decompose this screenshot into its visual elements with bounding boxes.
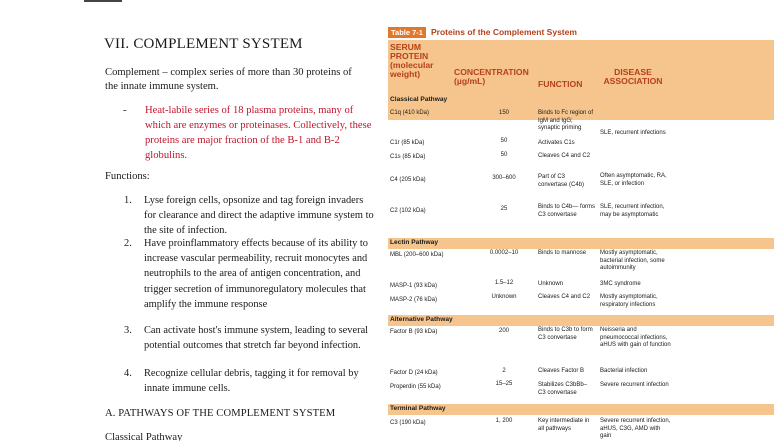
intro-paragraph: Complement – complex series of more than 30 proteins of the innate immune system. (105, 67, 352, 92)
header-disease: DISEASE ASSOCIATION (603, 67, 663, 86)
section-label: Alternative Pathway (390, 316, 453, 323)
function-text: Recognize cellular debris, tagging it for removal by innate immune cells. (144, 368, 359, 395)
cell-concentration: 50 (500, 138, 508, 144)
complement-table (388, 26, 784, 441)
cell-function: Binds to C4b— forms C3 convertase (538, 204, 596, 218)
cell-protein: C1r (85 kDa) (390, 140, 425, 146)
cell-disease: Mostly asymptomatic, respiratory infections (600, 294, 658, 308)
table-header (388, 40, 774, 120)
section-bar (388, 238, 774, 249)
pathways-heading: A. PATHWAYS OF THE COMPLEMENT SYSTEM (105, 408, 336, 419)
header-concentration: CONCENTRATION (µg/mL) (454, 67, 529, 86)
classical-pathway-heading: Classical Pathway (105, 432, 183, 441)
table-badge: Table 7-1 (388, 27, 426, 38)
cell-protein: Factor D (24 kDa) (390, 370, 438, 376)
section-bar (388, 95, 774, 106)
cell-disease: SLE, recurrent infection, may be asymptomatic (600, 204, 665, 218)
table-title: Proteins of the Complement System (430, 27, 577, 37)
cell-concentration: 2 (502, 368, 506, 374)
cell-function: Activates C1s (538, 140, 575, 146)
notes-column (0, 0, 380, 441)
section-bar (388, 404, 774, 415)
cell-concentration: 1, 200 (495, 418, 513, 424)
cell-protein: C3 (190 kDa) (390, 420, 426, 426)
cell-protein: MBL (200–600 kDa) (390, 252, 444, 258)
cell-function: Key intermediate in all pathways (538, 418, 590, 432)
section-label: Terminal Pathway (390, 405, 446, 412)
cell-function: Cleaves C4 and C2 (538, 294, 591, 300)
cell-protein: MASP-1 (93 kDa) (390, 283, 438, 289)
section-bar (388, 315, 774, 326)
cell-protein: Properdin (55 kDa) (390, 384, 441, 390)
cell-concentration: 50 (500, 152, 508, 158)
bullet-dash: - (123, 104, 127, 116)
table-title-row (388, 26, 577, 38)
cell-disease: Severe recurrent infection, aHUS, C3G, AMD with gain (600, 418, 671, 439)
cell-function: Binds to C3b to form C3 convertase (538, 327, 593, 341)
cell-function: Part of C3 convertase (C4b) (538, 174, 585, 188)
cell-disease: Neisseria and pneumococcal infections, aHUS with gain of function (600, 327, 671, 348)
cell-disease: Often asymptomatic, RA, SLE, or infection (600, 173, 667, 187)
cell-protein: C2 (102 kDa) (390, 208, 426, 214)
cell-concentration: 0.0002–10 (489, 250, 519, 256)
cell-disease: Mostly asymptomatic, bacterial infection, some autoimmunity (600, 250, 665, 271)
function-text: Have proinflammatory effects because of its ability to increase vascular permeability, recruit monocytes and neutrophils to the area of antigen concentration, and trigger secretion of immunoregulatory molecules that amplify the immune response (144, 238, 368, 310)
cell-protein: C4 (205 kDa) (390, 177, 426, 183)
cell-concentration: 200 (498, 328, 509, 334)
cell-function: Binds to Fc region of IgM and IgG; synaptic priming (538, 110, 594, 131)
cell-function: Cleaves Factor B (538, 368, 585, 374)
cell-concentration: 1.5–12 (494, 280, 514, 286)
function-number: 2. (124, 238, 132, 249)
cell-function: Stabilizes C3bBb– C3 convertase (538, 382, 588, 396)
cell-concentration: 300–600 (492, 175, 516, 181)
highlighted-bullet: Heat-labile series of 18 plasma proteins, many of which are enzymes or proteinases. Collectively, these proteins are major fraction of the B-1 and B-2 globulins. (145, 105, 372, 161)
section-label: Classical Pathway (390, 96, 448, 103)
cell-disease: 3MC syndrome (600, 281, 641, 287)
function-number: 3. (124, 325, 132, 336)
cell-concentration: 150 (498, 110, 509, 116)
cell-disease: SLE, recurrent infections (600, 130, 666, 136)
cell-function: Unknown (538, 281, 564, 287)
cell-protein: C1s (85 kDa) (390, 154, 426, 160)
header-function: FUNCTION (538, 79, 583, 89)
cell-protein: Factor B (93 kDa) (390, 329, 438, 335)
functions-label: Functions: (105, 171, 150, 182)
cell-concentration: Unknown (491, 294, 517, 300)
section-label: Lectin Pathway (390, 239, 439, 246)
cell-function: Binds to mannose (538, 250, 587, 256)
cell-protein: MASP-2 (76 kDa) (390, 297, 438, 303)
section-title: VII. COMPLEMENT SYSTEM (104, 36, 303, 52)
function-text: Can activate host's immune system, leading to several potential outcomes that stretch far beyond infection. (144, 325, 369, 352)
cell-concentration: 25 (500, 206, 508, 212)
cell-protein: C1q (410 kDa) (390, 110, 430, 116)
header-protein: SERUM PROTEIN (molecular weight) (390, 42, 434, 79)
cell-disease: Bacterial infection (600, 368, 648, 374)
function-text: Lyse foreign cells, opsonize and tag foreign invaders for clearance and direct the adaptive immune system to the site of infection. (144, 195, 374, 237)
cell-concentration: 15–25 (495, 381, 513, 387)
function-number: 1. (124, 195, 132, 206)
cell-function: Cleaves C4 and C2 (538, 153, 591, 159)
function-number: 4. (124, 368, 132, 379)
cell-disease: Severe recurrent infection (600, 382, 669, 388)
